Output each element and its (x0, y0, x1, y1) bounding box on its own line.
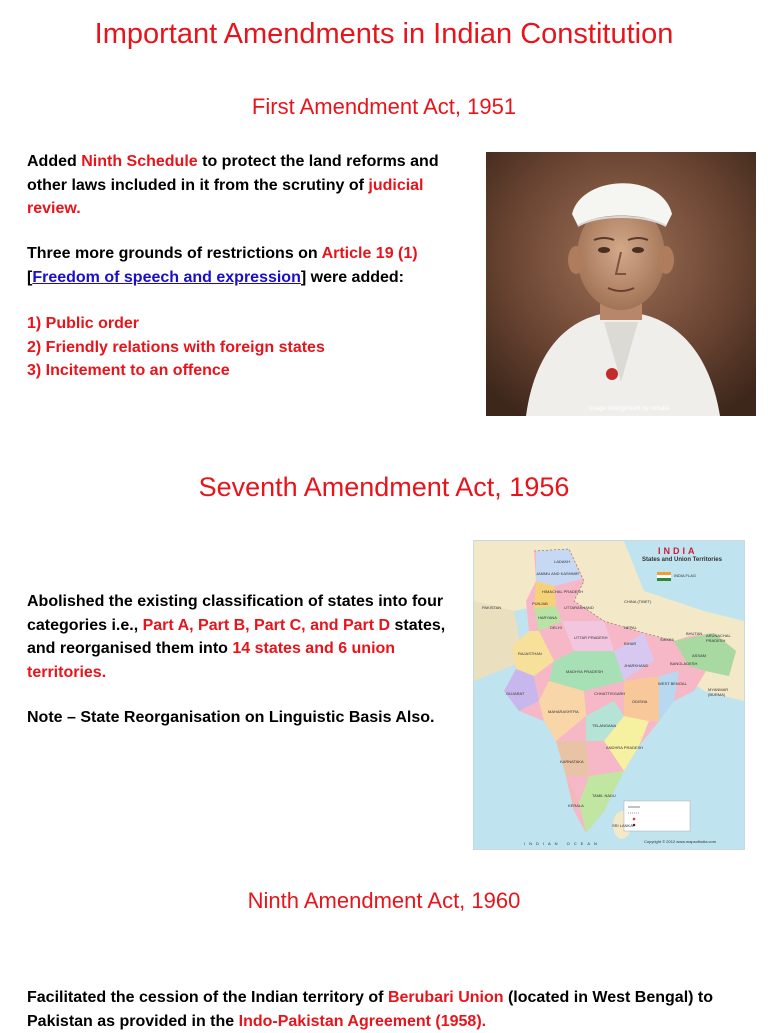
map-label: CHHATTISGARH (594, 691, 626, 696)
map-label: NEPAL (624, 625, 637, 630)
map-label: GUJARAT (506, 691, 525, 696)
text-segment: Facilitated the cession of the Indian territory of (27, 989, 388, 1006)
highlight-berubari-union: Berubari Union (387, 989, 504, 1006)
text-segment: states, and reorganised them into (27, 616, 446, 657)
map-label: RAJASTHAN (518, 651, 542, 656)
highlight-article-19: Article 19 (1) (321, 245, 418, 262)
map-title: INDIA (658, 546, 698, 556)
map-label: ANDHRA PRADESH (606, 745, 644, 750)
map-label: ODISHA (632, 699, 648, 704)
map-label: BIHAR (624, 641, 637, 646)
text-segment: to protect the land reforms and other laws included in it from the scrutiny of (27, 153, 439, 194)
map-label: BANGLADESH (670, 661, 698, 666)
map-label: ARUNACHAL PRADESH (706, 633, 731, 643)
highlight-judicial-review: judicial review. (27, 176, 424, 217)
text-segment: Three more grounds of restrictions on (27, 245, 322, 262)
map-label: PUNJAB (532, 601, 548, 606)
map-label: UTTAR PRADESH (574, 635, 608, 640)
map-label: KERALA (568, 803, 584, 808)
highlight-indo-pakistan-agreement: Indo-Pakistan Agreement (1958). (238, 1012, 487, 1030)
map-label: ASSAM (692, 653, 707, 658)
map-label: PAKISTAN (482, 605, 502, 610)
map-labels (474, 541, 744, 849)
first-amendment-restrictions (27, 242, 467, 289)
text-segment: Abolished the existing classification of states into four categories i.e., (27, 593, 444, 634)
ninth-amendment-description (27, 986, 747, 1033)
list-item: 3) Incitement to an offence (27, 362, 230, 379)
map-label: SRI LANKA (612, 823, 633, 828)
map-label: DELHI (550, 625, 562, 630)
map-sea-label: INDIAN OCEAN (524, 841, 601, 846)
map-label: UTTARAKHAND (564, 605, 594, 610)
ninth-amendment-heading: Ninth Amendment Act, 1960 (247, 888, 521, 913)
map-label: SIKKIM (660, 637, 674, 642)
first-amendment-heading: First Amendment Act, 1951 (251, 94, 517, 119)
map-flag-label: INDIA FLAG (674, 573, 697, 578)
map-label: HIMACHAL PRADESH (542, 589, 583, 594)
list-item: 2) Friendly relations with foreign states (27, 338, 325, 356)
text-segment: ] were added: (300, 268, 404, 286)
map-label: JAMMU AND KASHMIR (536, 571, 579, 576)
nehru-portrait-image (486, 152, 756, 416)
text-segment: Added (27, 153, 82, 170)
restriction-list (27, 312, 467, 383)
map-label: TELANGANA (592, 723, 617, 728)
map-label: MADHYA PRADESH (566, 669, 604, 674)
map-label: HARYANA (538, 615, 557, 620)
map-label: MAHARASHTRA (548, 709, 579, 714)
highlight-states-uts: 14 states and 6 union territories. (27, 640, 396, 681)
list-item: 1) Public order (27, 315, 140, 332)
map-label: KARNATAKA (560, 759, 584, 764)
text-segment: [ (27, 268, 33, 286)
first-amendment-description (27, 150, 467, 221)
highlight-ninth-schedule: Ninth Schedule (81, 153, 198, 170)
freedom-of-speech-link[interactable]: Freedom of speech and expression (32, 268, 301, 286)
seventh-amendment-note: Note – State Reorganisation on Linguistic Basis Also. (27, 709, 435, 726)
seventh-amendment-heading: Seventh Amendment Act, 1956 (198, 472, 570, 502)
map-label: TAMIL NADU (592, 793, 616, 798)
map-copyright: Copyright © 2012 www.mapsofindia.com (644, 839, 717, 844)
map-label: CHINA (TIBET) (624, 599, 652, 604)
photo-credit: Image enlargement by indiatia (589, 406, 670, 412)
map-label: LADAKH (554, 559, 571, 564)
map-label: BHUTAN (686, 631, 703, 636)
highlight-state-parts: Part A, Part B, Part C, and Part D (142, 616, 391, 634)
india-map-image (473, 540, 745, 850)
portrait-illustration (486, 152, 756, 416)
map-label: MYANMAR (BURMA) (708, 687, 729, 697)
text-segment: (located in West Bengal) to Pakistan as provided in the (27, 989, 714, 1030)
map-subtitle: States and Union Territories (642, 557, 722, 563)
seventh-amendment-description (27, 590, 457, 684)
map-label: JHARKHAND (624, 663, 649, 668)
map-label: WEST BENGAL (658, 681, 687, 686)
page-title: Important Amendments in Indian Constitution (94, 18, 674, 50)
